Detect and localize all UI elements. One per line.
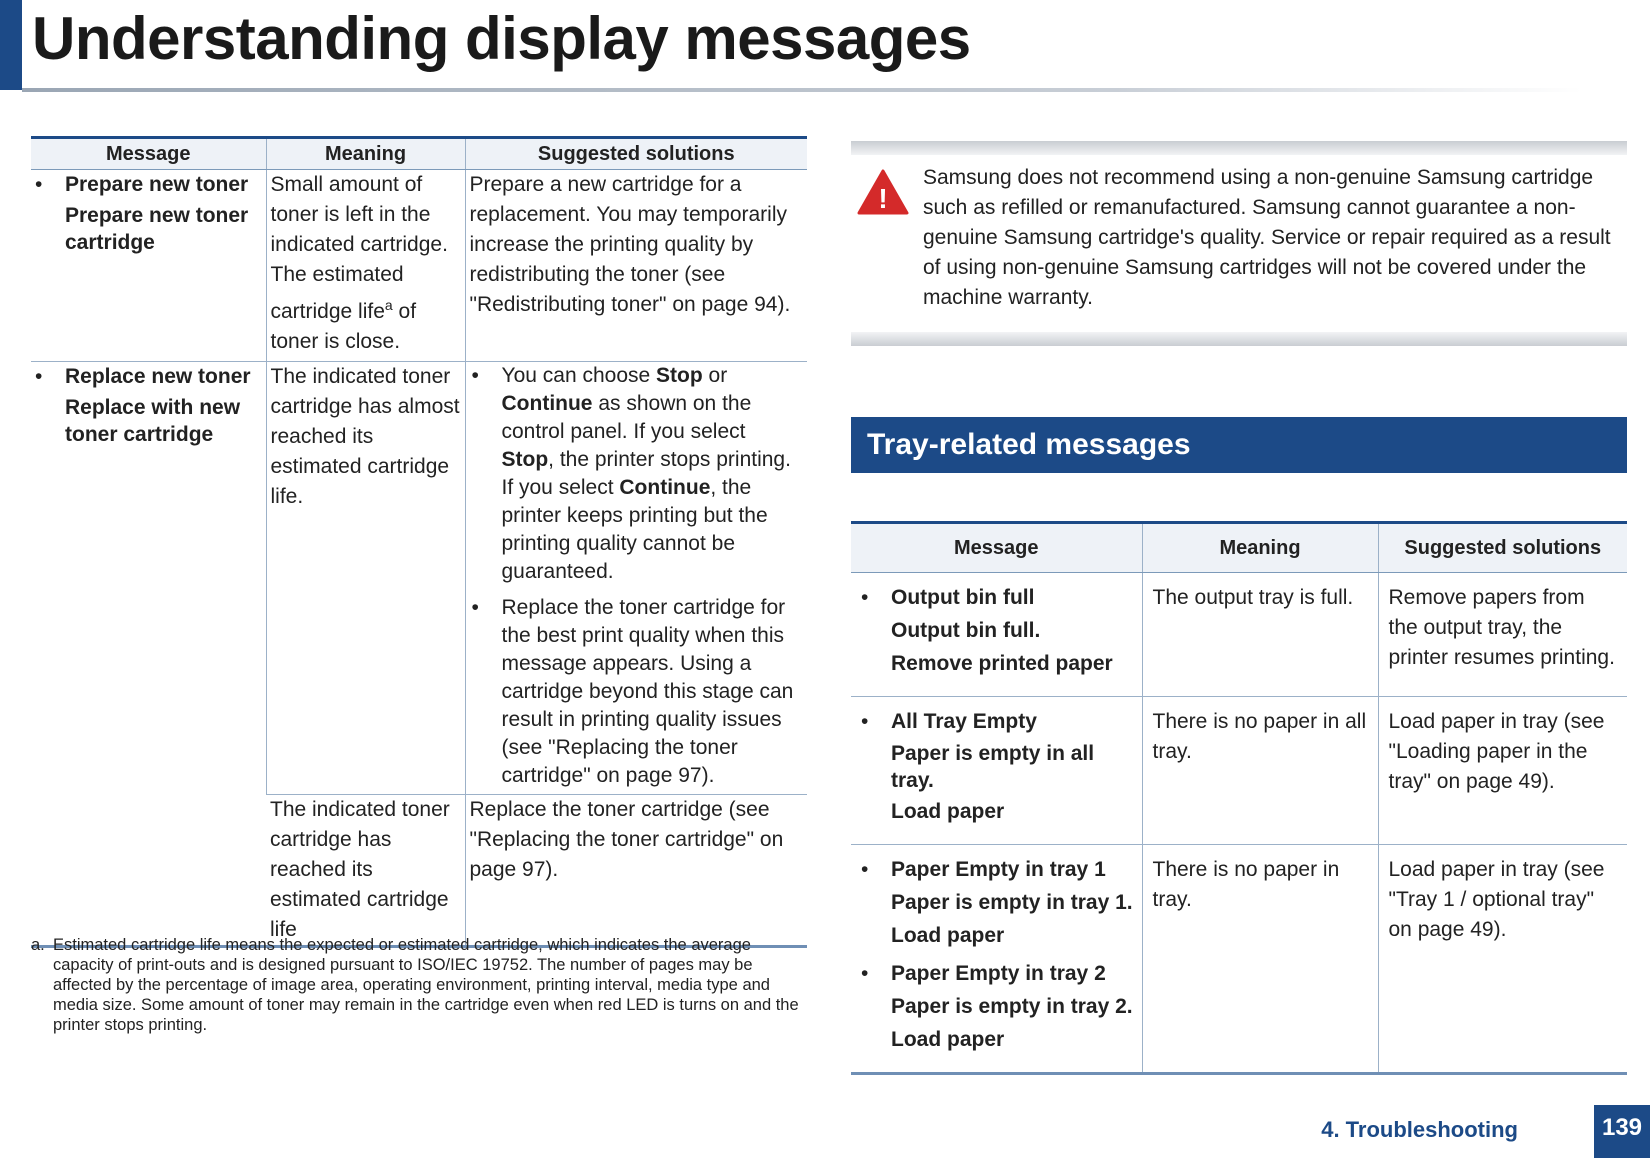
message-detail: Load paper: [891, 1028, 1005, 1051]
message-detail: Replace with new toner cartridge: [65, 396, 241, 446]
solution-text: Prepare a new cartridge for a replacement. You may temporarily increase the printing quality by redistributing the toner (see "Redistributing toner" on page 94).: [469, 173, 791, 316]
message-title: • Replace new toner: [35, 362, 262, 392]
table-header-row: [851, 523, 1627, 573]
tray-messages-table: [851, 521, 1627, 1075]
message-cell: [851, 845, 1142, 1074]
title-divider: [22, 88, 1582, 92]
warning-text: Samsung does not recommend using a non-genuine Samsung cartridge such as refilled or remanufactured. Samsung cannot guarantee a non-genuine Samsung cartridge's quality. Service or repair required as a result of using non-genuine Samsung cartridges will not be covered under the machine warranty.: [923, 166, 1611, 309]
title-accent-bar: [0, 0, 22, 90]
footnote: [31, 935, 811, 1035]
warning-glyph: !: [878, 183, 888, 214]
message-detail: Paper is empty in tray 1.: [891, 891, 1133, 914]
solution-text: Load paper in tray (see "Loading paper in the tray" on page 49).: [1388, 710, 1605, 793]
message-detail: Paper is empty in tray 2.: [891, 995, 1133, 1018]
solution-cell: [465, 170, 807, 362]
message-detail: Load paper: [891, 924, 1005, 947]
meaning-text: There is no paper in all tray.: [1152, 710, 1367, 763]
solution-bullet: • Replace the toner cartridge for the best print quality when this message appears. Using a cartridge beyond this stage can result in printing quality issues (see "Replacing the toner cartridge" on page 97).: [470, 594, 804, 790]
meaning-text: The output tray is full.: [1152, 586, 1354, 609]
meaning-cell: [1142, 573, 1378, 697]
meaning-cell: [266, 362, 465, 795]
table-row: [851, 845, 1627, 1074]
message-title: • Paper Empty in tray 1: [861, 855, 1134, 885]
header-solutions: Suggested solutions: [1378, 523, 1627, 573]
meaning-cell: [266, 795, 465, 947]
footnote-marker[interactable]: a: [384, 297, 393, 313]
page-title: Understanding display messages: [32, 5, 971, 72]
solution-bullet: • You can choose Stop or Continue as shown on the control panel. If you select Stop, the printer stops printing. If you select Continue, the printer keeps printing but the printing quality cannot be guaranteed.: [470, 362, 804, 586]
solution-cell: [465, 362, 807, 795]
message-detail: Paper is empty in all tray.: [891, 742, 1095, 792]
solution-cell: [1378, 573, 1627, 697]
solution-cell: [1378, 697, 1627, 845]
toner-messages-table: [31, 136, 807, 948]
section-heading: Tray-related messages: [851, 417, 1627, 473]
message-title: • All Tray Empty: [861, 707, 1134, 737]
header-message: Message: [31, 138, 266, 170]
message-cell: [851, 697, 1142, 845]
meaning-text: There is no paper in tray.: [1152, 858, 1340, 911]
table-row: [31, 362, 807, 795]
message-detail: Prepare new toner cartridge: [65, 204, 249, 254]
message-title: • Paper Empty in tray 2: [861, 959, 1134, 989]
meaning-text: The indicated toner cartridge has almost reached its estimated cartridge life.: [270, 365, 460, 508]
message-title: • Prepare new toner: [35, 170, 262, 200]
warning-top-border: [851, 141, 1627, 155]
message-detail: Load paper: [891, 800, 1005, 823]
table-row: [851, 573, 1627, 697]
message-title: • Output bin full: [861, 583, 1134, 613]
page-number: 139: [1594, 1105, 1650, 1158]
solution-text: Remove papers from the output tray, the printer resumes printing.: [1388, 586, 1615, 669]
solution-text: Load paper in tray (see "Tray 1 / optional tray" on page 49).: [1388, 858, 1605, 941]
solution-text: Replace the toner cartridge (see "Replacing the toner cartridge" on page 97).: [469, 798, 784, 881]
table-header-row: [31, 138, 807, 170]
solution-cell: [465, 795, 807, 947]
meaning-cell: [1142, 697, 1378, 845]
footer-section-link[interactable]: 4. Troubleshooting: [1321, 1117, 1518, 1142]
meaning-text-end: of toner is close.: [270, 300, 417, 353]
header-meaning: Meaning: [1142, 523, 1378, 573]
message-cell: [851, 573, 1142, 697]
meaning-text: The indicated toner cartridge has reached its estimated cartridge life: [270, 798, 450, 941]
warning-box: [851, 141, 1627, 346]
solution-cell: [1378, 845, 1627, 1074]
message-cell: [31, 170, 266, 362]
footnote-text: Estimated cartridge life means the expected or estimated cartridge, which indicates the average capacity of print-outs and is designed pursuant to ISO/IEC 19752. The number of pages may be affected by the percentage of image area, operating environment, printing interval, media type and media size. Some amount of toner may remain in the cartridge even when red LED is turns on and the printer stops printing.: [53, 936, 799, 1034]
footnote-mark: a.: [31, 936, 45, 954]
message-cell: [31, 362, 266, 947]
table-row: [31, 170, 807, 362]
warning-bottom-border: [851, 332, 1627, 346]
exclamation-warning-icon: [857, 169, 909, 215]
header-message: Message: [851, 523, 1142, 573]
header-solutions: Suggested solutions: [465, 138, 807, 170]
meaning-text: Small amount of toner is left in the indicated cartridge. The estimated cartridge life: [270, 173, 448, 323]
header-meaning: Meaning: [266, 138, 465, 170]
message-detail: Output bin full.: [891, 619, 1041, 642]
meaning-cell: [1142, 845, 1378, 1074]
message-detail: Remove printed paper: [891, 652, 1113, 675]
table-row: [851, 697, 1627, 845]
meaning-cell: [266, 170, 465, 362]
